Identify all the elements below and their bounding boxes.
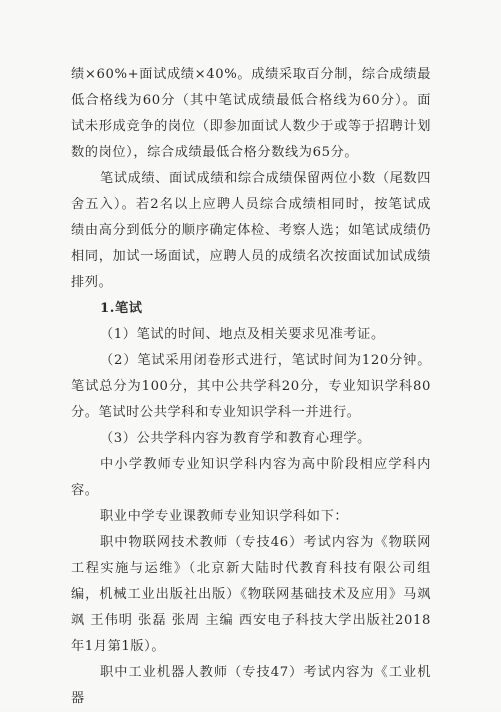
paragraph-exam-time-location: （1）笔试的时间、地点及相关要求见准考证。 <box>100 327 385 342</box>
paragraph-exam-format: （2）笔试采用闭卷形式进行，笔试时间为120分钟。笔试总分为100分，其中公共学科20分，专业知识学科80分。笔试时公共学科和专业知识学科一并进行。 <box>71 353 431 420</box>
paragraph-vocational-intro: 职业中学专业课教师专业知识学科如下： <box>100 509 349 524</box>
paragraph-school-teacher-subject: 中小学教师专业知识学科内容为高中阶段相应学科内容。 <box>71 457 431 498</box>
paragraph-iot-teacher: 职中物联网技术教师（专技46）考试内容为《物联网工程实施与运维》（北京新大陆时代教育科技有限公司组编，机械工业出版社出版）《物联网基础技术及应用》马飒飒 王伟明 张磊 张周 主编 西安电子科技大学出版社2018年1月第1版）。 <box>71 535 431 654</box>
section-heading-written-exam: 1.笔试 <box>100 301 143 316</box>
paragraph-score-formula: 绩×60%+面试成绩×40%。成绩采取百分制，综合成绩最低合格线为60分（其中笔试成绩最低合格线为60分）。面试未形成竞争的岗位（即参加面试人数少于或等于招聘计划数的岗位），综合成绩最低合格分数线为65分。 <box>71 67 431 160</box>
paragraph-robot-teacher: 职中工业机器人教师（专技47）考试内容为《工业机器 <box>71 665 431 706</box>
document-body <box>71 62 431 712</box>
paragraph-public-subject: （3）公共学科内容为教育学和教育心理学。 <box>100 431 371 446</box>
paragraph-score-rounding: 笔试成绩、面试成绩和综合成绩保留两位小数（尾数四舍五入）。若2名以上应聘人员综合成绩相同时，按笔试成绩由高分到低分的顺序确定体检、考察人选；如笔试成绩仍相同，加试一场面试，应聘人员的成绩名次按面试加试成绩排列。 <box>71 171 431 290</box>
